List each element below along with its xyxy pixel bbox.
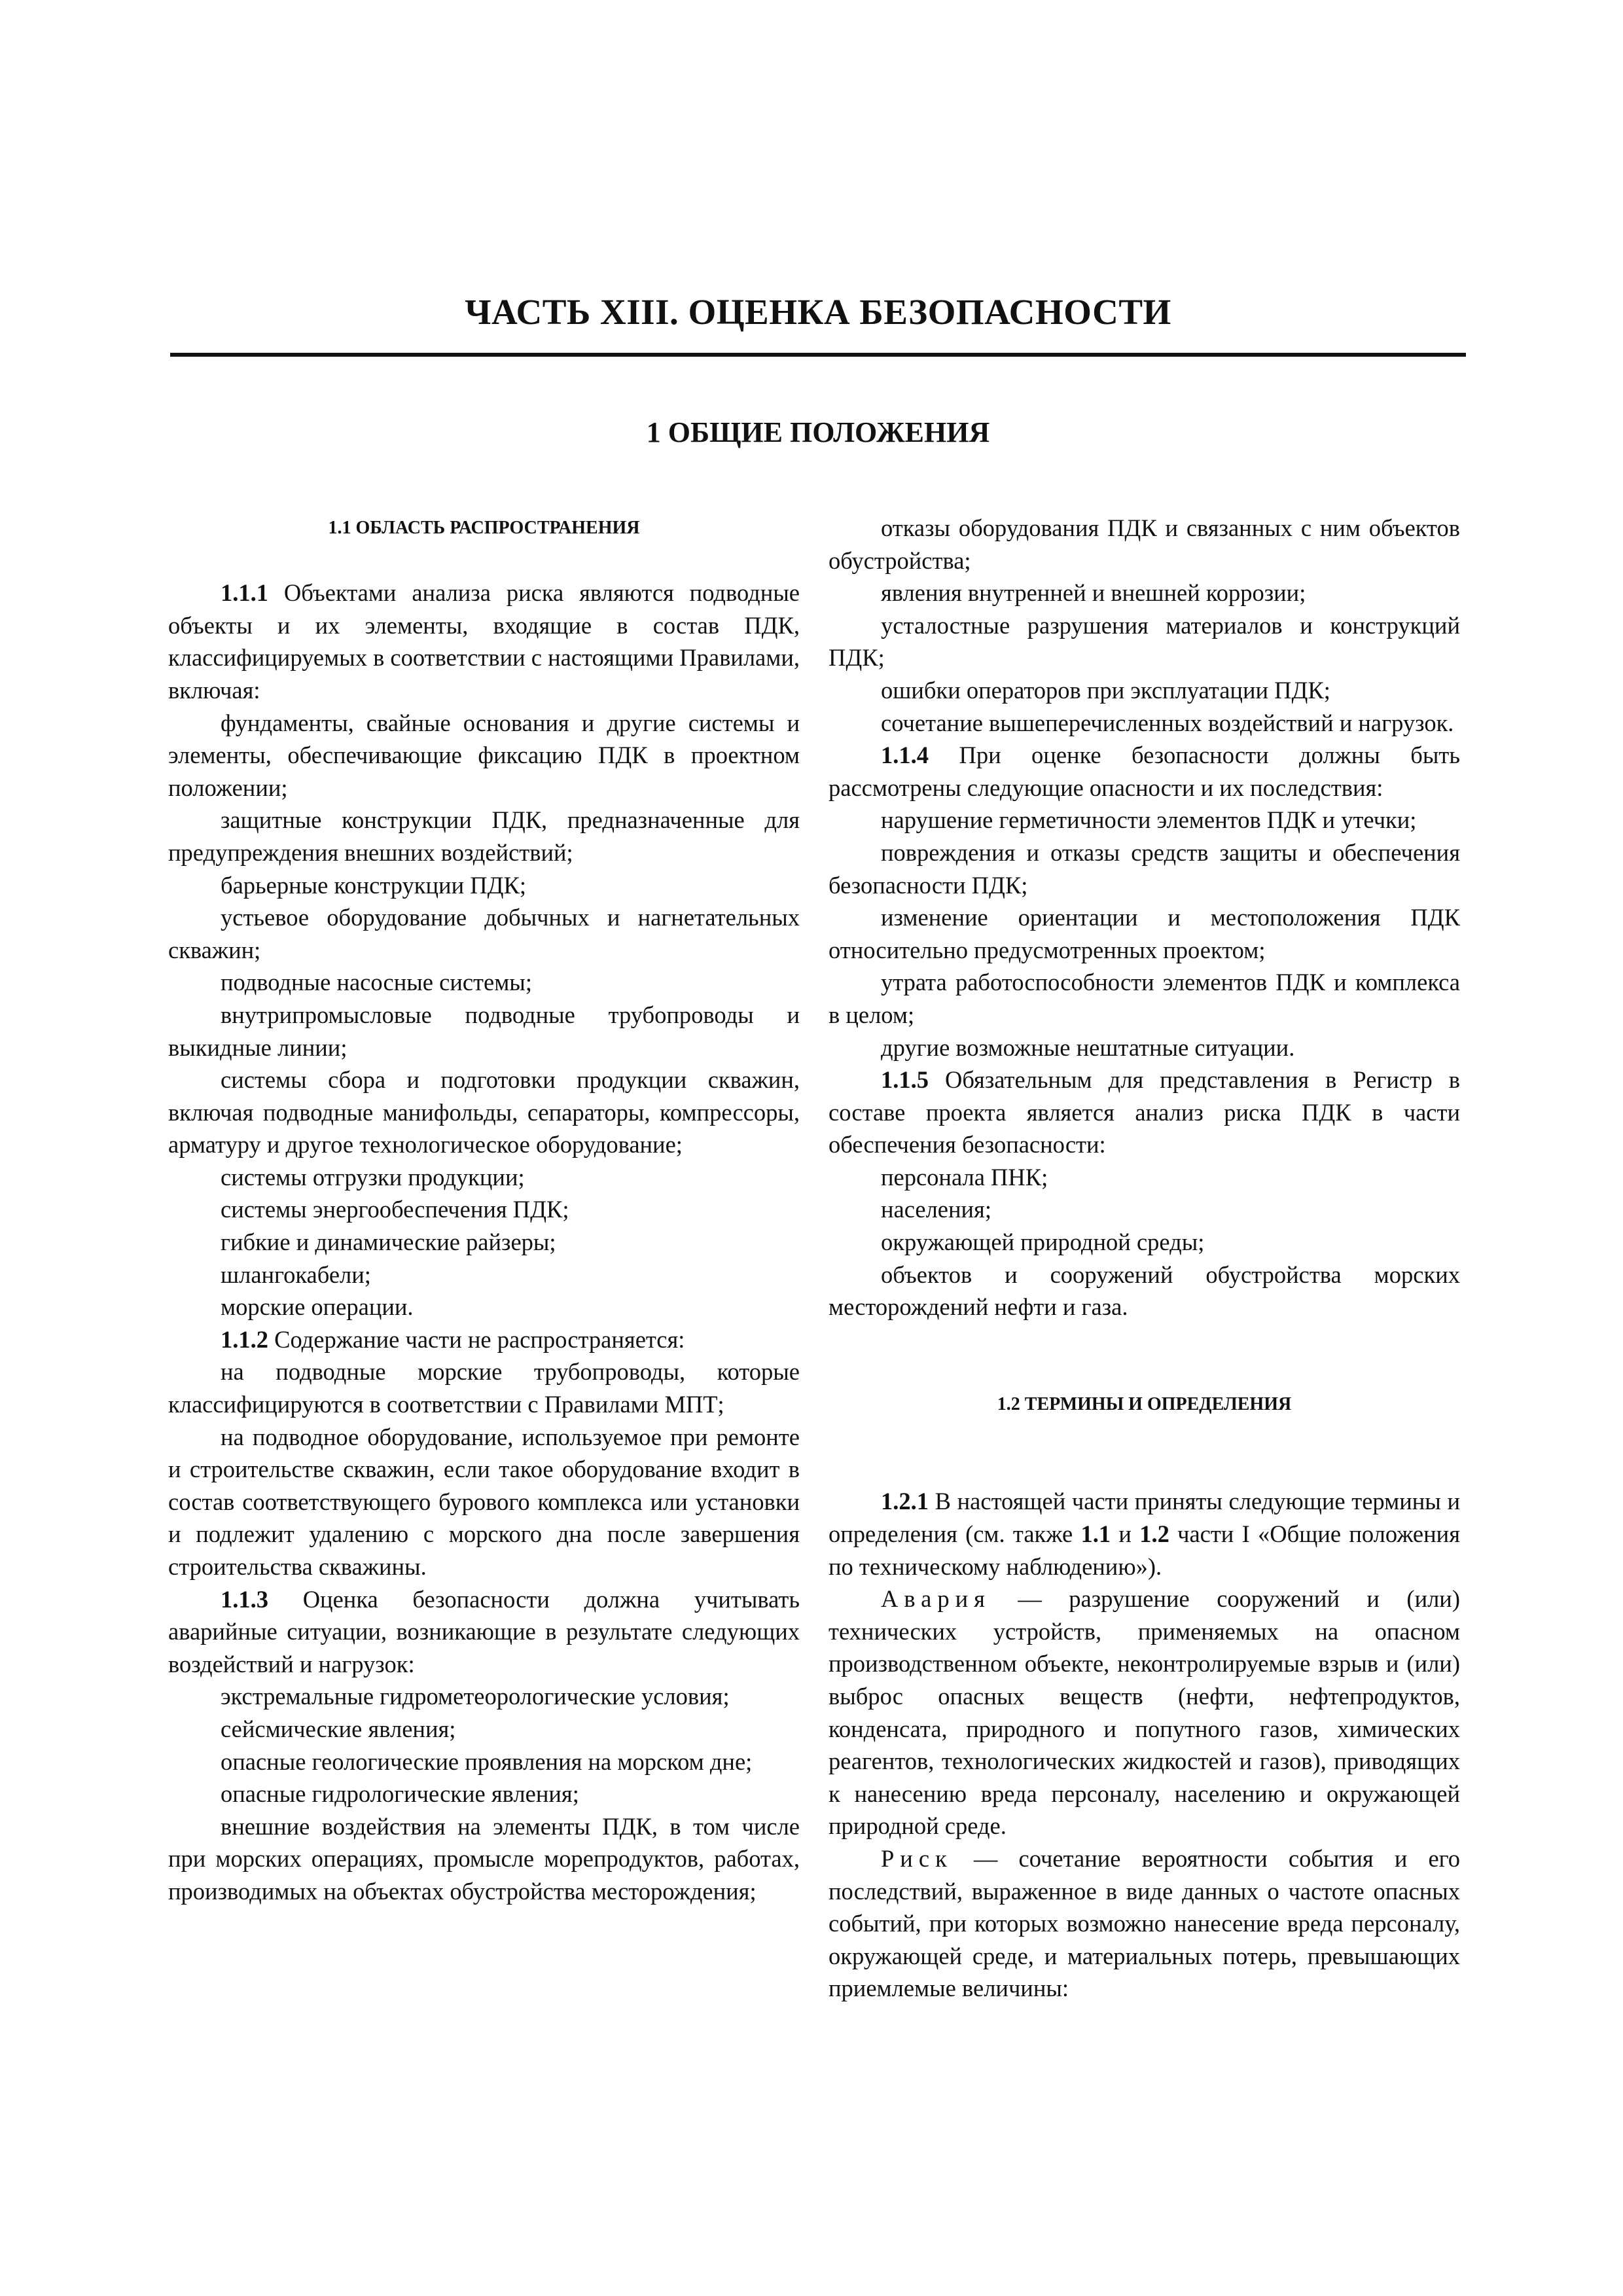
defined-term: Риск [881,1844,953,1872]
section-heading-1-2: 1.2 ТЕРМИНЫ И ОПРЕДЕЛЕНИЯ [997,1393,1292,1414]
list-item: изменение ориентации и местоположения ПДК относительно предусмотренных проектом; [829,904,1460,963]
list-item: объектов и сооружений обустройства морских месторождений нефти и газа. [829,1261,1460,1321]
chapter-title: 1 ОБЩИЕ ПОЛОЖЕНИЯ [646,416,990,448]
paragraph-1-1-3 [168,1583,800,1681]
clause-number: 1.1.4 [881,742,929,769]
paragraph-1-1-4 [829,739,1460,804]
list-item: морские операции. [221,1293,414,1321]
list-item: сочетание вышеперечисленных воздействий и нагрузок. [881,709,1454,736]
paragraph-text: В настоящей части приняты следующие термины и определения (см. также [829,1488,1460,1548]
list-item: внутрипромысловые подводные трубопроводы и выкидные линии; [168,1001,800,1061]
left-column [168,512,800,1908]
paragraph-text: части I «Общие положения по техническому наблюдению»). [829,1520,1460,1580]
clause-number: 1.1.1 [221,579,268,607]
clause-number: 1.2.1 [881,1488,929,1515]
list-item: персонала ПНК; [881,1163,1048,1191]
paragraph-text: Содержание части не распространяется: [268,1325,685,1353]
definition-accident [829,1583,1460,1842]
clause-number: 1.1.2 [221,1325,268,1353]
part-title: ЧАСТЬ XIII. ОЦЕНКА БЕЗОПАСНОСТИ [465,292,1171,332]
list-item: окружающей природной среды; [881,1229,1205,1256]
title-rule [170,353,1466,357]
list-item: внешние воздействия на элементы ПДК, в том числе при морских операциях, промысле морепродуктов, работах, производимых на объектах обустройства месторождения; [168,1812,800,1905]
list-item: системы энергообеспечения ПДК; [221,1196,569,1223]
list-item: опасные гидрологические явления; [221,1780,579,1808]
list-item: устьевое оборудование добычных и нагнетательных скважин; [168,904,800,963]
definition-text: — сочетание вероятности события и его последствий, выраженное в виде данных о частоте опасных событий, при которых возможно нанесение вреда персоналу, окружающей среде, и материальных потерь, превышающих приемлемые величины: [829,1844,1460,2002]
list-item: усталостные разрушения материалов и конструкций ПДК; [829,611,1460,672]
list-item: на подводные морские трубопроводы, которые классифицируются в соответствии с Правилами МПТ; [168,1358,800,1418]
list-item: повреждения и отказы средств защиты и обеспечения безопасности ПДК; [829,838,1460,899]
paragraph-1-1-5 [829,1064,1460,1161]
list-item: нарушение герметичности элементов ПДК и утечки; [881,806,1417,834]
list-item: явления внутренней и внешней коррозии; [881,579,1306,607]
list-item: на подводное оборудование, используемое при ремонте и строительстве скважин, если такое оборудование входит в состав соответствующего бурового комплекса или установки и подлежит удалению с морского дна после завершения строительства скважины. [168,1423,800,1580]
paragraph-text: Объектами анализа риска являются подводные объекты и их элементы, входящие в состав ПДК, классифицируемых в соответствии с настоящими Правилами, включая: [168,579,800,704]
paragraph-1-1-2 [168,1323,800,1356]
defined-term: Авария [881,1585,991,1613]
list-item: экстремальные гидрометеорологические условия; [221,1683,730,1710]
paragraph-text: и [1111,1520,1140,1548]
right-column [829,512,1460,2005]
paragraph-text: При оценке безопасности должны быть рассмотрены следующие опасности и их последствия: [829,742,1460,801]
list-item: утрата работоспособности элементов ПДК и комплекса в целом; [829,969,1460,1028]
list-item: опасные геологические проявления на морском дне; [221,1748,753,1775]
list-item: гибкие и динамические райзеры; [221,1229,556,1256]
list-item: шлангокабели; [221,1261,371,1288]
section-heading-1-1: 1.1 ОБЛАСТЬ РАСПРОСТРАНЕНИЯ [328,518,640,538]
list-item: населения; [881,1196,991,1223]
list-item: системы отгрузки продукции; [221,1163,525,1191]
clause-number: 1.1.3 [221,1585,268,1613]
clause-number: 1.1.5 [881,1066,929,1094]
paragraph-text: Оценка безопасности должна учитывать аварийные ситуации, возникающие в результате следующих воздействий и нагрузок: [168,1585,800,1677]
list-item: сейсмические явления; [221,1715,456,1742]
list-item: системы сбора и подготовки продукции скважин, включая подводные манифольды, сепараторы, компрессоры, арматуру и другое технологическое оборудование; [168,1066,800,1158]
list-item: ошибки операторов при эксплуатации ПДК; [881,676,1330,704]
list-item: фундаменты, свайные основания и другие системы и элементы, обеспечивающие фиксацию ПДК в проектном положении; [168,709,800,801]
list-item: отказы оборудования ПДК и связанных с ним объектов обустройства; [829,514,1460,574]
definition-risk [829,1842,1460,2005]
list-item: подводные насосные системы; [221,969,532,996]
paragraph-1-2-1 [829,1485,1460,1583]
list-item: другие возможные нештатные ситуации. [881,1033,1295,1061]
paragraph-1-1-1 [168,577,800,706]
list-item: защитные конструкции ПДК, предназначенные для предупреждения внешних воздействий; [168,806,800,866]
list-item: барьерные конструкции ПДК; [221,871,526,899]
definition-text: — разрушение сооружений и (или) технических устройств, применяемых на опасном производственном объекте, неконтролируемые взрыв и (или) выброс опасных веществ (нефти, нефтепродуктов, конденсата, природного и попутного газов, химических реагентов, технологических жидкостей и газов), приводящих к нанесению вреда персоналу, населению и окружающей природной среде. [829,1585,1460,1840]
reference-number: 1.1 [1080,1520,1111,1548]
paragraph-text: Обязательным для представления в Регистр в составе проекта является анализ риска ПДК в части обеспечения безопасности: [829,1066,1460,1158]
reference-number: 1.2 [1139,1520,1169,1548]
